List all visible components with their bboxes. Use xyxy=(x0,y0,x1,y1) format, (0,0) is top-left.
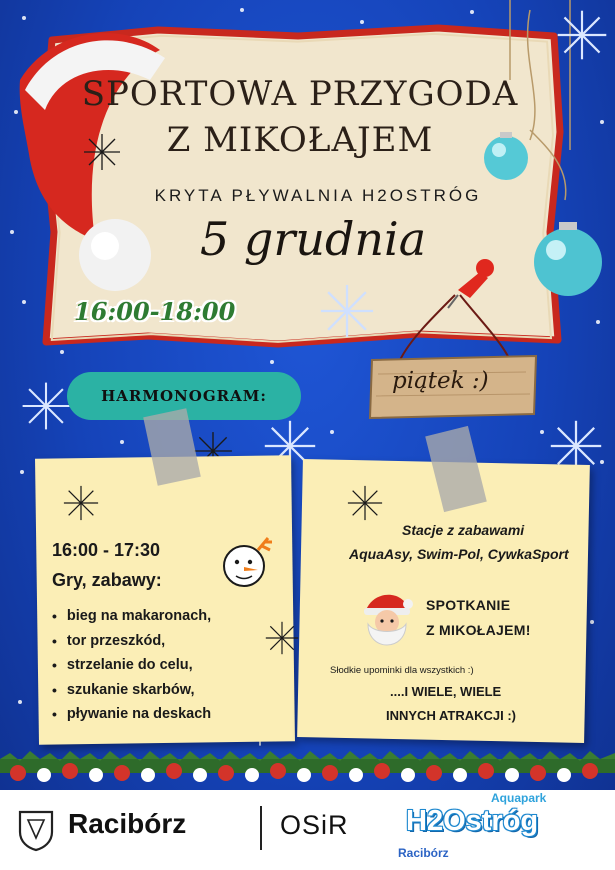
more-line-1: ....I WIELE, WIELE xyxy=(390,684,502,699)
footer-divider xyxy=(260,806,262,850)
title-line-2: Z MIKOŁAJEM xyxy=(166,120,434,160)
h2ostrog-city: Racibórz xyxy=(398,846,449,860)
slot-time: 16:00 - 17:30 xyxy=(52,540,161,560)
osir-logo-text: OSiR xyxy=(280,810,349,840)
event-date: 5 grudnia xyxy=(200,212,427,266)
activity-list xyxy=(52,604,211,727)
list-item: • strzelanie do celu, xyxy=(52,653,211,678)
slot-heading: Gry, zabawy: xyxy=(52,570,162,590)
weekday-label: piątek :) xyxy=(392,368,489,394)
title-line-1: SPORTOWA PRZYGODA xyxy=(81,74,519,114)
schedule-label-text: HARMONOGRAM: xyxy=(101,387,267,405)
snowflake-icon xyxy=(62,484,100,522)
event-hours: 16:00-18:00 xyxy=(74,297,236,326)
snowflake-icon xyxy=(555,8,609,62)
aquapark-label: Aquapark xyxy=(491,791,547,805)
snowflake-icon xyxy=(20,380,72,432)
snowman-icon xyxy=(214,528,278,592)
venue-name: KRYTA PŁYWALNIA H2OSTRÓG xyxy=(154,186,482,205)
stations-title: Stacje z zabawami xyxy=(402,522,525,538)
list-item: • szukanie skarbów, xyxy=(52,678,211,703)
h2ostrog-logo-text: H2Ostróg xyxy=(406,805,539,837)
list-item: • tor przeszkód, xyxy=(52,629,211,654)
snowflake-icon xyxy=(264,620,300,656)
santa-face-icon xyxy=(356,588,418,654)
meeting-line-2: Z MIKOŁAJEM! xyxy=(426,622,531,638)
city-crest-icon xyxy=(16,808,56,852)
gifts-note: Słodkie upominki dla wszystkich :) xyxy=(330,665,474,676)
list-item: • pływanie na deskach xyxy=(52,702,211,727)
stations-list: AquaAsy, Swim-Pol, CywkaSport xyxy=(349,546,569,562)
snowflake-icon xyxy=(346,484,384,522)
meeting-line-1: SPOTKANIE xyxy=(426,597,511,613)
city-logo-text: Racibórz xyxy=(68,808,187,839)
garland-icon xyxy=(0,745,615,793)
more-line-2: INNYCH ATRAKCJI :) xyxy=(386,708,516,723)
list-item: • bieg na makaronach, xyxy=(52,604,211,629)
